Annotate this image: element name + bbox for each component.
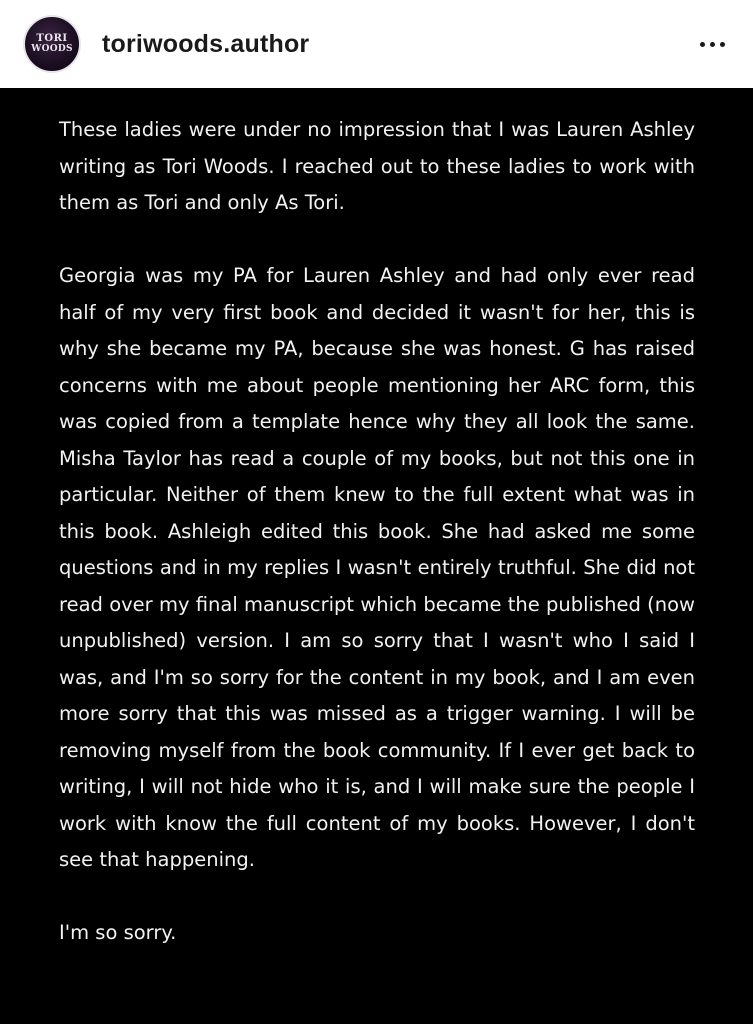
username[interactable]: toriwoods.author: [102, 29, 310, 58]
more-dot: [710, 42, 715, 47]
avatar-text-line2: WOODS: [31, 44, 73, 54]
post-paragraph-3: I'm so sorry.: [59, 921, 177, 944]
avatar[interactable]: [23, 15, 81, 73]
post-header: [0, 0, 753, 88]
avatar-text-line1: TORI: [36, 33, 68, 44]
more-dot: [700, 42, 705, 47]
post-paragraph-1: These ladies were under no impression that I was Lauren Ashley writing as Tori Woods. I reached out to these ladies to work with them as Tori and only As Tori.: [59, 118, 695, 214]
more-dot: [720, 42, 725, 47]
post-paragraph-2: Georgia was my PA for Lauren Ashley and had only ever read half of my very first book and decided it wasn't for her, this is why she became my PA, because she was honest. G has raised concerns with me about people mentioning her ARC form, this was copied from a template hence why they all look the same. Misha Taylor has read a couple of my books, but not this one in particular. Neither of them knew to the full extent what was in this book. Ashleigh edited this book. She had asked me some questions and in my replies I wasn't entirely truthful. She did not read over my final manuscript which became the published (now unpublished) version. I am so sorry that I wasn't who I said I was, and I'm so sorry for the content in my book, and I am even more sorry that this was missed as a trigger warning. I will be removing myself from the book community. If I ever get back to writing, I will not hide who it is, and I will make sure the people I work with know the full content of my books. However, I don't see that happening.: [59, 264, 695, 871]
post-image-text: [0, 88, 753, 1024]
more-options-icon[interactable]: [700, 36, 725, 53]
